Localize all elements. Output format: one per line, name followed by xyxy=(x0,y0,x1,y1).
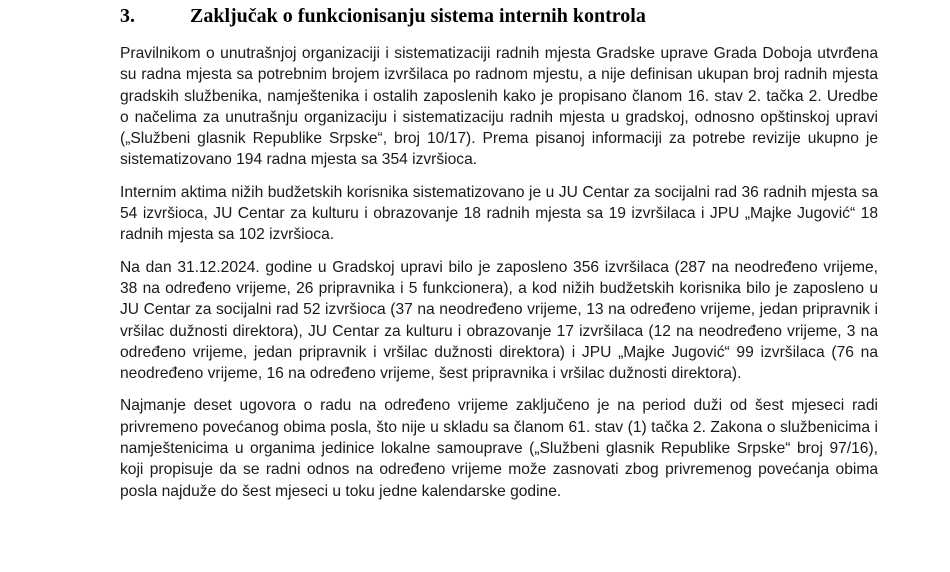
paragraph-employees-as-of-date: Na dan 31.12.2024. godine u Gradskoj upravi bilo je zaposleno 356 izvršilaca (287 na neodređeno vrijeme, 38 na određeno vrijeme, 26 pripravnika i 5 funkcionera), a kod nižih budžetskih korisnika bilo je zaposleno u JU Centar za socijalni rad 52 izvršioca (37 na neodređeno vrijeme, 13 na određeno vrijeme, jedan pripravnik i vršilac dužnosti direktora), JU Centar za kulturu i obrazovanje 17 izvršilaca (12 na neodređeno vrijeme, 3 na određeno vrijeme, jedan pripravnik i vršilac dužnosti direktora) i JPU „Majke Jugović“ 99 izvršilaca (76 na neodređeno vrijeme, 16 na određeno vrijeme, šest pripravnika i vršilac dužnosti direktora). xyxy=(120,258,878,383)
paragraph-systematization-city: Pravilnikom o unutrašnjoj organizaciji i sistematizaciji radnih mjesta Gradske uprave Grada Doboja utvrđena su radna mjesta sa potrebnim brojem izvršilaca po radnom mjestu, a nije definisan ukupan broj radnih mjesta gradskih službenika, namještenika i ostalih zaposlenih kako je propisano članom 16. stav 2. tačka 2. Uredbe o načelima za unutrašnju organizaciju i sistematizaciju radnih mjesta u gradskoj, odnosno opštinskoj upravi („Službeni glasnik Republike Srpske“, broj 10/17). Prema pisanoj informaciji za potrebe revizije ukupno je sistematizovano 194 radna mjesta sa 354 izvršioca. xyxy=(120,45,878,169)
section-number: 3. xyxy=(120,5,135,27)
section-title: Zaključak o funkcionisanju sistema internih kontrola xyxy=(190,5,646,27)
paragraph-fixed-term-contracts: Najmanje deset ugovora o radu na određeno vrijeme zaključeno je na period duži od šest mjeseci radi privremeno povećanog obima posla, što nije u skladu sa članom 61. stav (1) tačka 2. Zakona o službenicima i namještenicima u organima jedinice lokalne samouprave („Službeni glasnik Republike Srpske“ broj 97/16), koji propisuje da se radni odnos na određeno vrijeme može zasnovati zbog privremenog povećanja obima posla najduže do šest mjeseci u toku jedne kalendarske godine. xyxy=(120,397,878,500)
section-heading xyxy=(120,4,878,28)
paragraph-lower-budget-users: Internim aktima nižih budžetskih korisnika sistematizovano je u JU Centar za socijalni rad 36 radnih mjesta sa 54 izvršioca, JU Centar za kulturu i obrazovanje 18 radnih mjesta sa 19 izvršilaca i JPU „Majke Jugović“ 18 radnih mjesta sa 102 izvršioca. xyxy=(120,183,878,244)
